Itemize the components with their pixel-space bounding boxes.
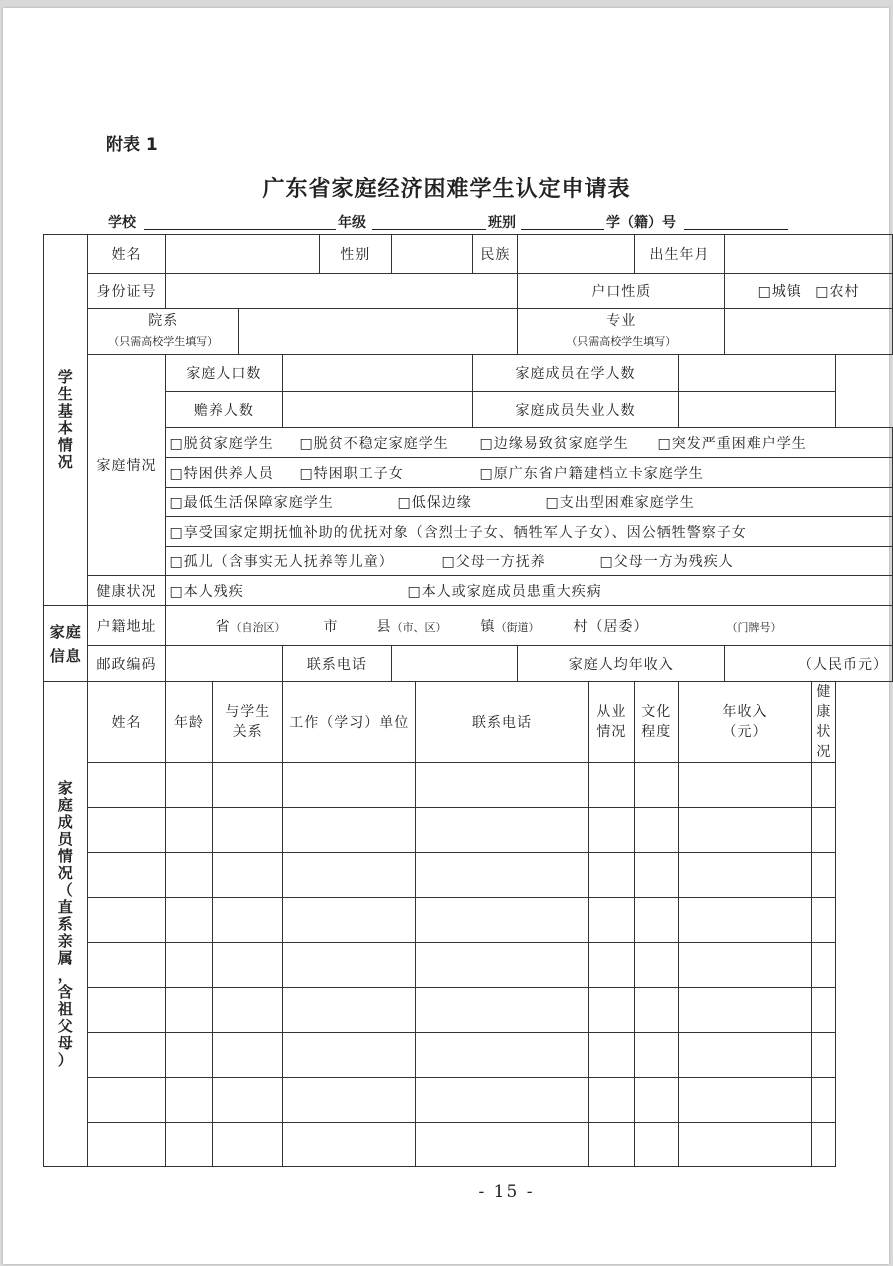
member-health-cell[interactable] (812, 988, 836, 1033)
member-relation-cell[interactable] (213, 1078, 283, 1123)
col-workplace: 工作（学习）单位 (283, 682, 416, 763)
member-employment-cell[interactable] (588, 1033, 634, 1078)
opt-sudden-hardship[interactable]: □突发严重困难户学生 (657, 435, 807, 452)
member-name-cell[interactable] (88, 1123, 165, 1167)
family-options-row-3 (165, 488, 892, 517)
member-income-cell[interactable] (678, 808, 812, 853)
grade-field[interactable] (372, 229, 486, 230)
student-no-label: 学（籍）号 (606, 215, 676, 231)
member-name-cell[interactable] (88, 943, 165, 988)
member-phone-cell[interactable] (416, 763, 589, 808)
member-workplace-cell[interactable] (283, 1123, 416, 1167)
member-education-cell[interactable] (634, 1123, 678, 1167)
member-name-cell[interactable] (88, 808, 165, 853)
household-size-label: 家庭人口数 (165, 355, 283, 392)
major-label: 专业 （只需高校学生填写） (518, 309, 725, 355)
member-education-cell[interactable] (634, 943, 678, 988)
member-workplace-cell[interactable] (283, 988, 416, 1033)
member-income-cell[interactable] (678, 763, 812, 808)
member-employment-cell[interactable] (588, 943, 634, 988)
member-income-cell[interactable] (678, 1123, 812, 1167)
household-size-field[interactable] (283, 355, 473, 392)
member-relation-cell[interactable] (213, 853, 283, 898)
header-fields (0, 210, 893, 234)
opt-expense-hardship[interactable]: □支出型困难家庭学生 (545, 495, 695, 511)
member-phone-cell[interactable] (416, 808, 589, 853)
opt-major-illness[interactable]: □本人或家庭成员患重大疾病 (407, 583, 602, 600)
table-row (44, 898, 893, 943)
birth-field[interactable] (725, 235, 893, 274)
member-education-cell[interactable] (634, 988, 678, 1033)
member-name-cell[interactable] (88, 1078, 165, 1123)
member-workplace-cell[interactable] (283, 1078, 416, 1123)
member-phone-cell[interactable] (416, 898, 589, 943)
member-workplace-cell[interactable] (283, 808, 416, 853)
table-row (44, 763, 893, 808)
name-label: 姓名 (88, 235, 165, 274)
grade-label: 年级 (338, 215, 366, 231)
hukou-label: 户口性质 (518, 274, 725, 309)
member-age-cell[interactable] (165, 1078, 213, 1123)
opt-single-parent[interactable]: □父母一方抚养 (441, 554, 546, 570)
family-options-row-5 (165, 547, 892, 576)
member-education-cell[interactable] (634, 763, 678, 808)
member-income-cell[interactable] (678, 898, 812, 943)
member-education-cell[interactable] (634, 898, 678, 943)
member-name-cell[interactable] (88, 763, 165, 808)
opt-parent-disabled[interactable]: □父母一方为残疾人 (599, 554, 734, 570)
unemployed-label: 家庭成员失业人数 (473, 392, 678, 428)
member-phone-cell[interactable] (416, 988, 589, 1033)
id-label: 身份证号 (88, 274, 165, 309)
hukou-urban-checkbox[interactable]: □城镇 (757, 284, 802, 300)
gender-label: 性别 (319, 235, 391, 274)
opt-low-edge[interactable]: □低保边缘 (397, 495, 472, 511)
member-age-cell[interactable] (165, 1123, 213, 1167)
member-health-cell[interactable] (812, 808, 836, 853)
section-student-basic: 学 生 基 本 情 况 (44, 235, 88, 606)
member-age-cell[interactable] (165, 898, 213, 943)
family-options-row-2 (165, 458, 892, 488)
phone-label: 联系电话 (283, 646, 391, 682)
postcode-label: 邮政编码 (88, 646, 165, 682)
member-health-cell[interactable] (812, 1123, 836, 1167)
opt-self-disabled[interactable]: □本人残疾 (169, 583, 244, 600)
table-row (44, 943, 893, 988)
family-situation-label: 家庭情况 (88, 355, 165, 576)
member-name-cell[interactable] (88, 1033, 165, 1078)
table-row (44, 808, 893, 853)
member-employment-cell[interactable] (588, 988, 634, 1033)
member-name-cell[interactable] (88, 853, 165, 898)
name-field[interactable] (165, 235, 319, 274)
member-name-cell[interactable] (88, 988, 165, 1033)
member-health-cell[interactable] (812, 1078, 836, 1123)
member-relation-cell[interactable] (213, 763, 283, 808)
member-workplace-cell[interactable] (283, 1033, 416, 1078)
member-phone-cell[interactable] (416, 943, 589, 988)
col-employment: 从业 情况 (588, 682, 634, 763)
member-health-cell[interactable] (812, 1033, 836, 1078)
col-age: 年龄 (165, 682, 213, 763)
postcode-field[interactable] (165, 646, 283, 682)
major-field[interactable] (725, 309, 893, 355)
opt-pension-object[interactable]: □享受国家定期抚恤补助的优抚对象（含烈士子女、牺牲军人子女）、因公牺牲警察子女 (169, 524, 747, 541)
member-relation-cell[interactable] (213, 943, 283, 988)
opt-registered-card[interactable]: □原广东省户籍建档立卡家庭学生 (479, 465, 704, 482)
income-field[interactable]: （人民币元） (725, 646, 893, 682)
member-age-cell[interactable] (165, 808, 213, 853)
department-field[interactable] (239, 309, 518, 355)
table-row (44, 1123, 893, 1167)
member-workplace-cell[interactable] (283, 763, 416, 808)
opt-poverty-alleviated[interactable]: □脱贫家庭学生 (169, 435, 274, 452)
in-school-field[interactable] (678, 355, 836, 392)
member-relation-cell[interactable] (213, 1123, 283, 1167)
class-field[interactable] (521, 229, 604, 230)
member-employment-cell[interactable] (588, 898, 634, 943)
address-label: 户籍地址 (88, 606, 165, 646)
member-employment-cell[interactable] (588, 808, 634, 853)
in-school-label: 家庭成员在学人数 (473, 355, 678, 392)
member-age-cell[interactable] (165, 763, 213, 808)
member-workplace-cell[interactable] (283, 853, 416, 898)
member-income-cell[interactable] (678, 988, 812, 1033)
member-employment-cell[interactable] (588, 1123, 634, 1167)
ethnicity-field[interactable] (518, 235, 634, 274)
hukou-options (725, 274, 893, 309)
hukou-rural-checkbox[interactable]: □农村 (815, 284, 860, 300)
dependents-label: 赡养人数 (165, 392, 283, 428)
member-health-cell[interactable] (812, 853, 836, 898)
member-health-cell[interactable] (812, 763, 836, 808)
opt-orphan[interactable]: □孤儿（含事实无人抚养等儿童） (169, 554, 394, 570)
opt-unstable[interactable]: □脱贫不稳定家庭学生 (299, 435, 449, 452)
section-family-members: 家 庭 成 员 情 况 （ 直 系 亲 属 ， 含 祖 父 母 ） (44, 682, 88, 1167)
col-name: 姓名 (88, 682, 165, 763)
school-field[interactable] (144, 229, 336, 230)
family-options-row-4 (165, 517, 892, 547)
member-phone-cell[interactable] (416, 853, 589, 898)
member-phone-cell[interactable] (416, 1033, 589, 1078)
page-number: - 15 - (478, 1182, 535, 1202)
table-row (44, 1033, 893, 1078)
unemployed-field[interactable] (678, 392, 836, 428)
address-field[interactable]: 省（自治区） 市 县（市、区） 镇（街道） 村（居委） （门牌号） (165, 606, 892, 646)
health-label: 健康状况 (88, 576, 165, 606)
id-field[interactable] (165, 274, 518, 309)
member-education-cell[interactable] (634, 853, 678, 898)
ethnicity-label: 民族 (473, 235, 518, 274)
member-age-cell[interactable] (165, 943, 213, 988)
member-education-cell[interactable] (634, 1078, 678, 1123)
income-label: 家庭人均年收入 (518, 646, 725, 682)
member-workplace-cell[interactable] (283, 898, 416, 943)
dependents-field[interactable] (283, 392, 473, 428)
col-health: 健康 状况 (812, 682, 836, 763)
member-age-cell[interactable] (165, 1033, 213, 1078)
family-options-row-1 (165, 428, 892, 458)
member-employment-cell[interactable] (588, 763, 634, 808)
member-age-cell[interactable] (165, 853, 213, 898)
member-education-cell[interactable] (634, 808, 678, 853)
member-phone-cell[interactable] (416, 1078, 589, 1123)
member-relation-cell[interactable] (213, 988, 283, 1033)
member-health-cell[interactable] (812, 943, 836, 988)
school-label: 学校 (108, 215, 136, 231)
col-relation: 与学生 关系 (213, 682, 283, 763)
member-income-cell[interactable] (678, 853, 812, 898)
member-workplace-cell[interactable] (283, 943, 416, 988)
col-education: 文化 程度 (634, 682, 678, 763)
phone-field[interactable] (391, 646, 518, 682)
member-relation-cell[interactable] (213, 898, 283, 943)
member-income-cell[interactable] (678, 1033, 812, 1078)
member-health-cell[interactable] (812, 898, 836, 943)
member-employment-cell[interactable] (588, 853, 634, 898)
member-education-cell[interactable] (634, 1033, 678, 1078)
health-options (165, 576, 892, 606)
member-phone-cell[interactable] (416, 1123, 589, 1167)
class-label: 班别 (488, 215, 516, 231)
table-row (44, 988, 893, 1033)
col-phone: 联系电话 (416, 682, 589, 763)
section-family-info: 家庭信息 (44, 606, 88, 682)
birth-label: 出生年月 (634, 235, 724, 274)
student-no-field[interactable] (684, 229, 788, 230)
gender-field[interactable] (391, 235, 473, 274)
member-income-cell[interactable] (678, 1078, 812, 1123)
member-relation-cell[interactable] (213, 808, 283, 853)
opt-hardship-worker[interactable]: □特困职工子女 (299, 465, 404, 482)
member-name-cell[interactable] (88, 898, 165, 943)
application-form (43, 234, 893, 1167)
form-title: 广东省家庭经济困难学生认定申请表 (262, 176, 631, 202)
member-income-cell[interactable] (678, 943, 812, 988)
annex-label: 附表 1 (106, 135, 158, 155)
member-employment-cell[interactable] (588, 1078, 634, 1123)
opt-min-living[interactable]: □最低生活保障家庭学生 (169, 495, 334, 511)
department-label: 院系 （只需高校学生填写） (88, 309, 239, 355)
table-row (44, 853, 893, 898)
opt-edge[interactable]: □边缘易致贫家庭学生 (479, 435, 629, 452)
col-income: 年收入 （元） (678, 682, 812, 763)
member-age-cell[interactable] (165, 988, 213, 1033)
member-relation-cell[interactable] (213, 1033, 283, 1078)
table-row (44, 1078, 893, 1123)
opt-special-support[interactable]: □特困供养人员 (169, 465, 274, 482)
